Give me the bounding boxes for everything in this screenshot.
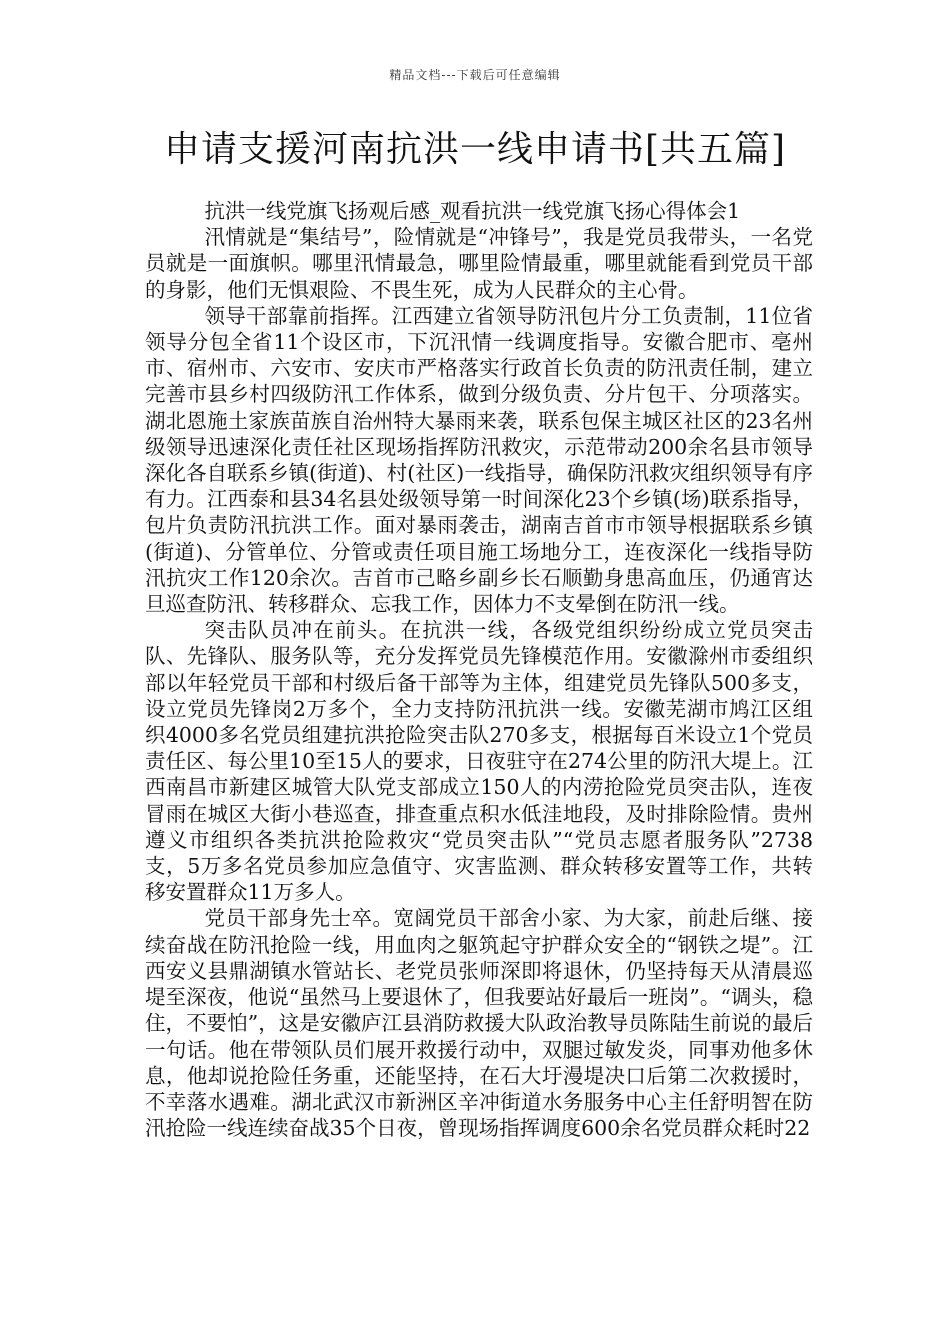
document-body <box>145 198 813 1141</box>
paragraph: 领导干部靠前指挥。江西建立省领导防汛包片分工负责制，11位省领导分包全省11个设区市，下沉汛情一线调度指导。安徽合肥市、亳州市、宿州市、六安市、安庆市严格落实行政首长负责的防汛责任制，建立完善市县乡村四级防汛工作体系，做到分级负责、分片包干、分项落实。湖北恩施土家族苗族自治州特大暴雨来袭，联系包保主城区社区的23名州级领导迅速深化责任社区现场指挥防汛救灾，示范带动200余名县市领导深化各自联系乡镇(街道)、村(社区)一线指导，确保防汛救灾组织领导有序有力。江西泰和县34名县处级领导第一时间深化23个乡镇(场)联系指导，包片负责防汛抗洪工作。面对暴雨袭击，湖南吉首市市领导根据联系乡镇(街道)、分管单位、分管或责任项目施工场地分工，连夜深化一线指导防汛抗灾工作120余次。吉首市己略乡副乡长石顺勤身患高血压，仍通宵达旦巡查防汛、转移群众、忘我工作，因体力不支晕倒在防汛一线。 <box>145 303 813 617</box>
header-watermark: 精品文档---下载后可任意编辑 <box>389 68 561 82</box>
paragraph: 党员干部身先士卒。宽阔党员干部舍小家、为大家，前赴后继、接续奋战在防汛抢险一线，用血肉之躯筑起守护群众安全的“钢铁之堤”。江西安义县鼎湖镇水管站长、老党员张师深即将退休，仍坚持每天从清晨巡堤至深夜，他说“虽然马上要退休了，但我要站好最后一班岗”。“调头，稳住，不要怕”，这是安徽庐江县消防救援大队政治教导员陈陆生前说的最后一句话。他在带领队员们展开救援行动中，双腿过敏发炎，同事劝他多休息，他却说抢险任务重，还能坚持，在石大圩漫堤决口后第二次救援时，不幸落水遇难。湖北武汉市新洲区辛冲街道水务服务中心主任舒明智在防汛抢险一线连续奋战35个日夜，曾现场指挥调度600余名党员群众耗时22 <box>145 906 813 1141</box>
paragraph: 汛情就是“集结号”，险情就是“冲锋号”，我是党员我带头，一名党员就是一面旗帜。哪里汛情最急，哪里险情最重，哪里就能看到党员干部的身影，他们无惧艰险、不畏生死，成为人民群众的主心骨。 <box>145 225 813 302</box>
paragraph: 突击队员冲在前头。在抗洪一线，各级党组织纷纷成立党员突击队、先锋队、服务队等，充分发挥党员先锋模范作用。安徽滁州市委组织部以年轻党员干部和村级后备干部等为主体，组建党员先锋队500多支，设立党员先锋岗2万多个，全力支持防汛抗洪一线。安徽芜湖市鸠江区组织4000多名党员组建抗洪抢险突击队270多支，根据每百米设立1个党员责任区、每公里10至15人的要求，日夜驻守在274公里的防汛大堤上。江西南昌市新建区城管大队党支部成立150人的内涝抢险党员突击队，连夜冒雨在城区大街小巷巡查，排查重点积水低洼地段，及时排除险情。贵州遵义市组织各类抗洪抢险救灾“党员突击队”“党员志愿者服务队”2738支，5万多名党员参加应急值守、灾害监测、群众转移安置等工作，共转移安置群众11万多人。 <box>145 618 813 905</box>
paragraph-subtitle: 抗洪一线党旗飞扬观后感_观看抗洪一线党旗飞扬心得体会1 <box>204 199 741 223</box>
document-title: 申请支援河南抗洪一线申请书[共五篇] <box>163 129 787 170</box>
